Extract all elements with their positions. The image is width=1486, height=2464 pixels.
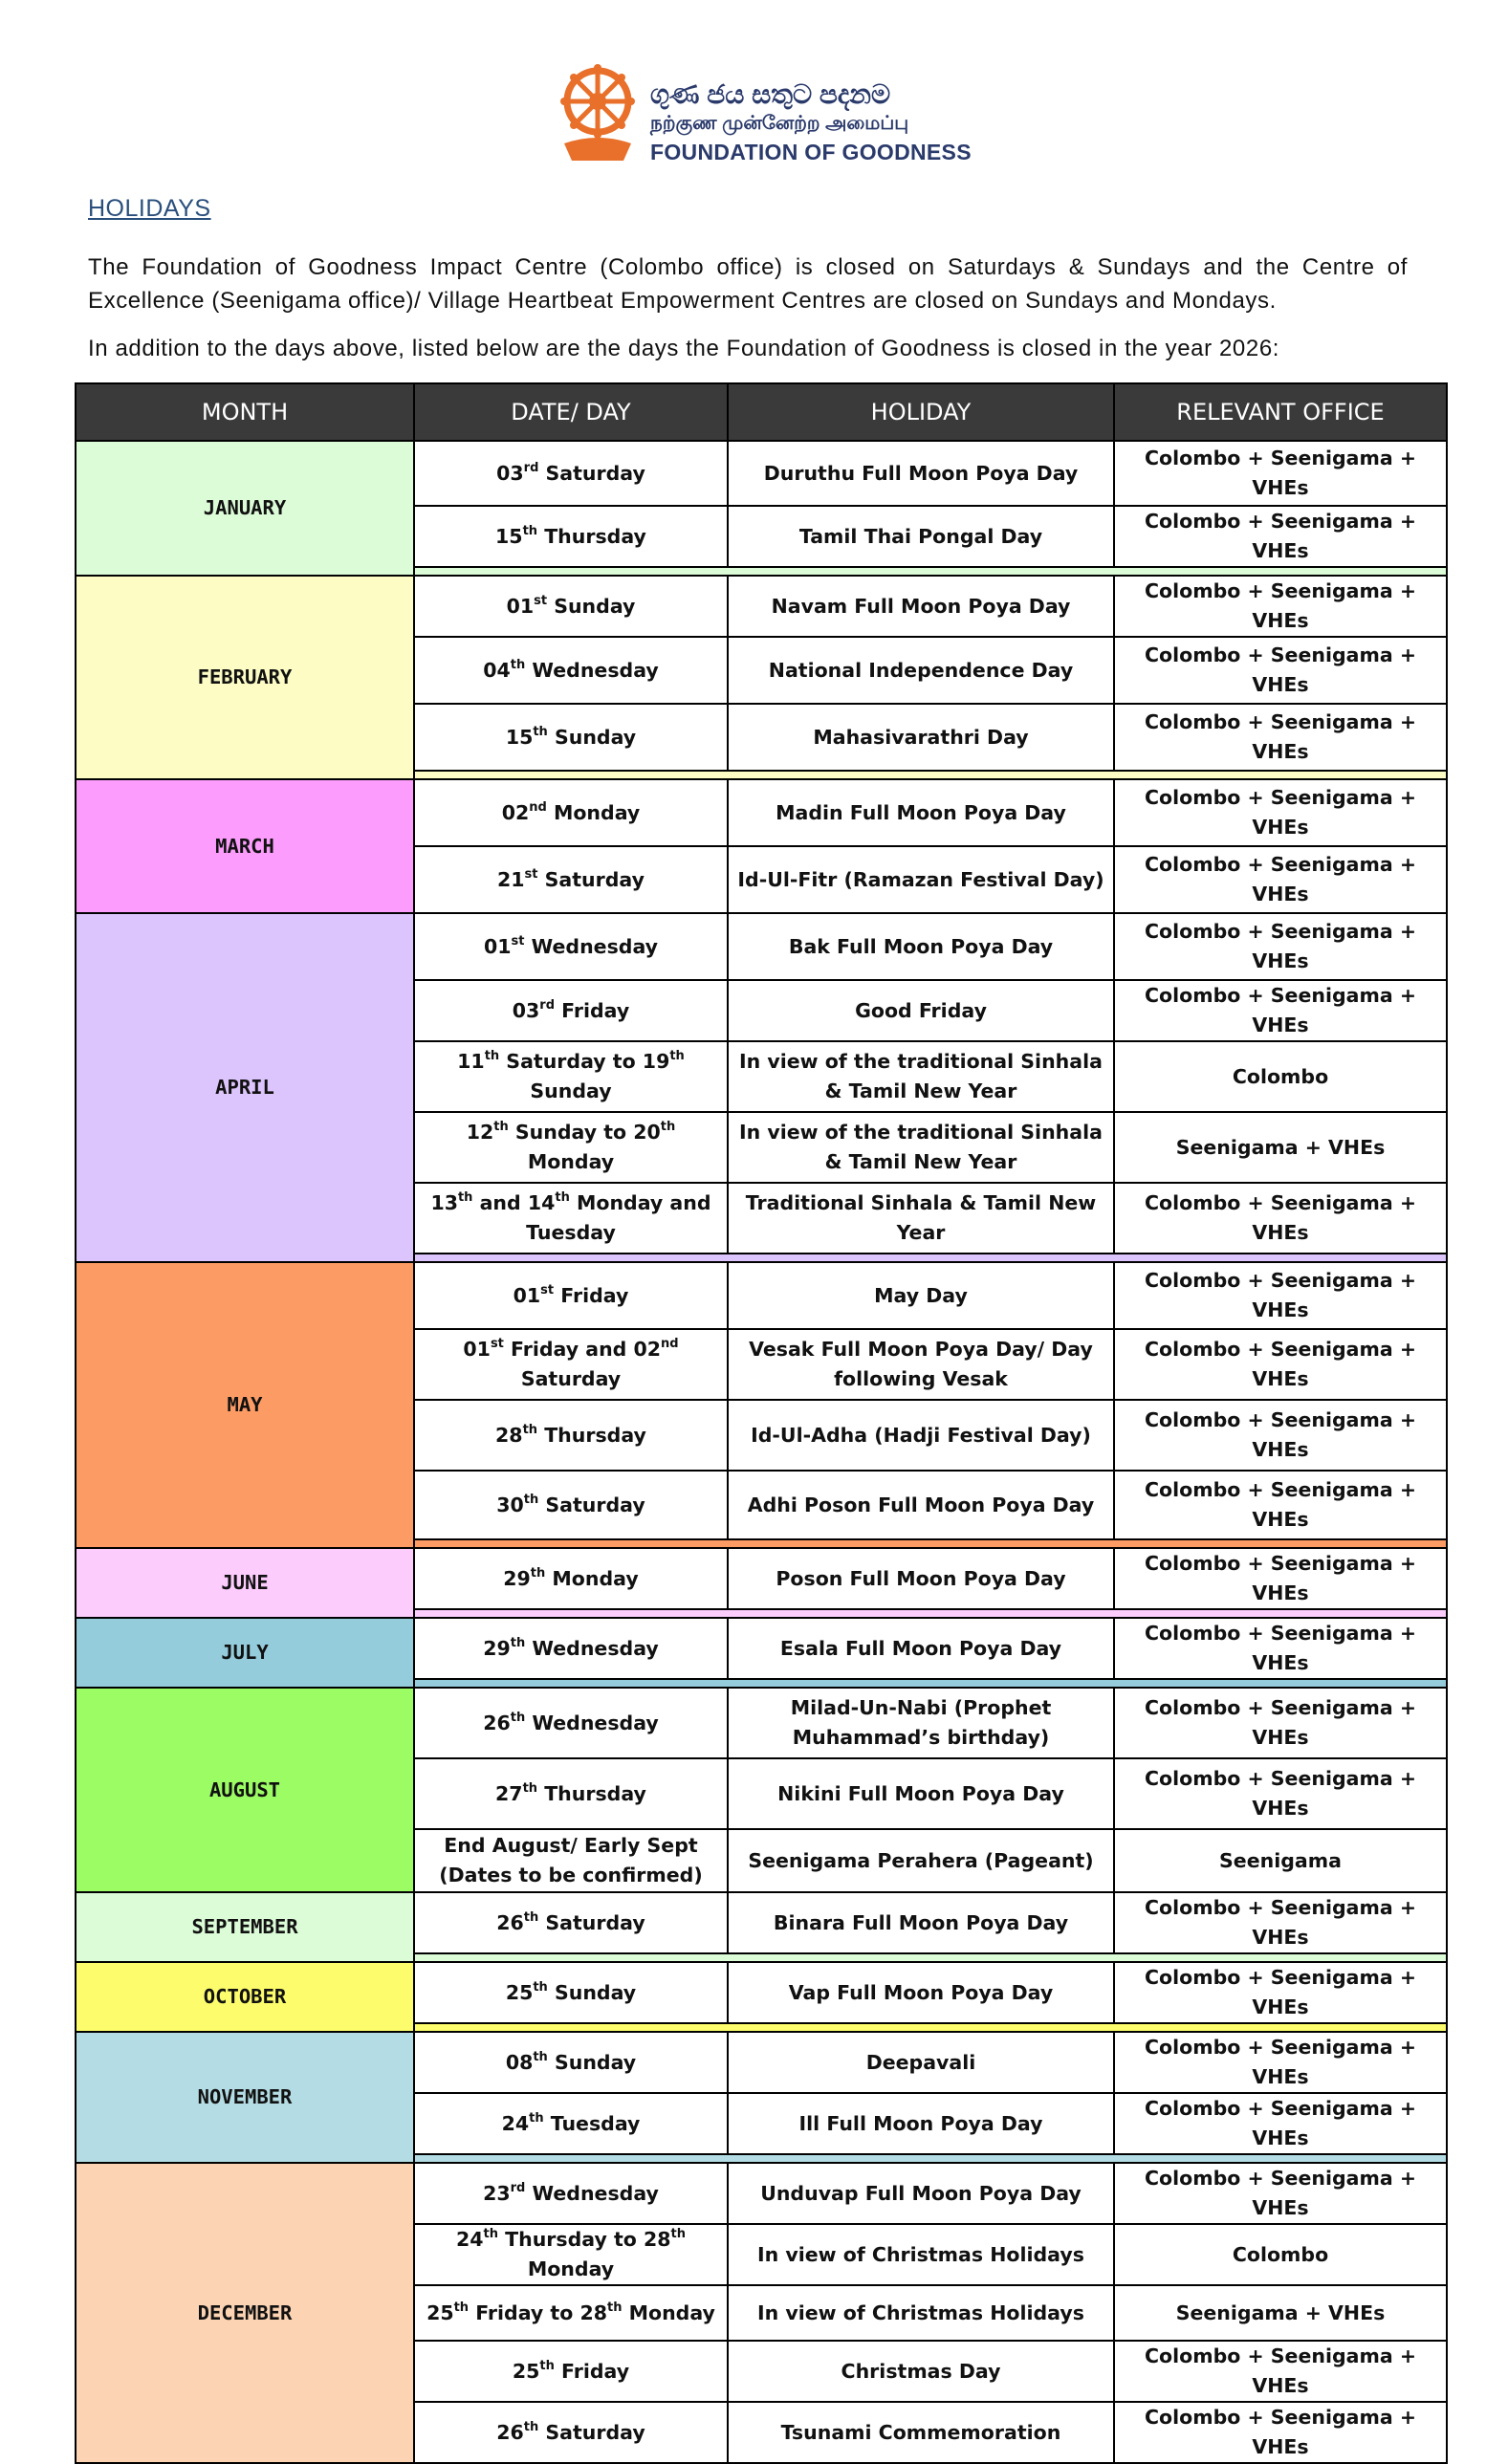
table-row [76,1688,1447,1758]
month-separator [414,1254,1447,1262]
holiday-cell: Seenigama Perahera (Pageant) [728,1829,1114,1892]
month-cell: JANUARY [76,441,414,576]
date-cell: 13th and 14th Monday and Tuesday [414,1183,728,1254]
table-row [76,1618,1447,1679]
office-cell: Colombo + Seenigama + VHEs [1114,1548,1447,1609]
date-cell: 27th Thursday [414,1758,728,1829]
month-separator [414,567,1447,576]
holiday-cell: May Day [728,1262,1114,1329]
office-cell: Colombo + Seenigama + VHEs [1114,1262,1447,1329]
month-cell: APRIL [76,913,414,1262]
month-cell: NOVEMBER [76,2032,414,2163]
month-cell: AUGUST [76,1688,414,1892]
date-cell: End August/ Early Sept (Dates to be confirmed) [414,1829,728,1892]
office-cell: Colombo + Seenigama + VHEs [1114,846,1447,913]
holiday-cell: Milad-Un-Nabi (Prophet Muhammad’s birthday) [728,1688,1114,1758]
month-separator [414,2023,1447,2032]
holiday-cell: Navam Full Moon Poya Day [728,576,1114,637]
date-cell: 23rd Wednesday [414,2163,728,2224]
month-separator [414,771,1447,779]
intro-paragraph: The Foundation of Goodness Impact Centre (Colombo office) is closed on Saturdays & Sundays and the Centre of Excellence (Seenigama office)/ Village Heartbeat Empowerment Centres are closed on Sundays and Mondays. [88,254,1408,314]
holidays-table [75,382,1448,2464]
holiday-cell: Traditional Sinhala & Tamil New Year [728,1183,1114,1254]
office-cell: Colombo + Seenigama + VHEs [1114,1618,1447,1679]
holiday-cell: Tsunami Commemoration [728,2402,1114,2463]
office-cell: Seenigama + VHEs [1114,2285,1447,2341]
date-cell: 03rd Saturday [414,441,728,506]
column-header-holiday: HOLIDAY [728,383,1114,441]
date-cell: 25th Friday [414,2341,728,2402]
office-cell: Colombo + Seenigama + VHEs [1114,2093,1447,2154]
holiday-cell: Nikini Full Moon Poya Day [728,1758,1114,1829]
date-cell: 29th Monday [414,1548,728,1609]
holiday-cell: Binara Full Moon Poya Day [728,1892,1114,1953]
holiday-cell: Poson Full Moon Poya Day [728,1548,1114,1609]
office-cell: Colombo + Seenigama + VHEs [1114,1962,1447,2023]
date-cell: 26th Wednesday [414,1688,728,1758]
date-cell: 24th Tuesday [414,2093,728,2154]
year-note-paragraph: In addition to the days above, listed below are the days the Foundation of Goodness is closed in the year 2026: [88,336,1280,361]
holiday-cell: Deepavali [728,2032,1114,2093]
holiday-cell: In view of the traditional Sinhala & Tamil New Year [728,1112,1114,1183]
office-cell: Seenigama + VHEs [1114,1112,1447,1183]
date-cell: 15th Thursday [414,506,728,567]
office-cell: Colombo + Seenigama + VHEs [1114,1892,1447,1953]
office-cell: Colombo + Seenigama + VHEs [1114,980,1447,1041]
table-row [76,2163,1447,2224]
dharma-wheel-icon [555,63,641,170]
holiday-cell: Esala Full Moon Poya Day [728,1618,1114,1679]
holiday-cell: In view of Christmas Holidays [728,2285,1114,2341]
date-cell: 28th Thursday [414,1400,728,1471]
table-row [76,1548,1447,1609]
date-cell: 30th Saturday [414,1471,728,1539]
office-cell: Colombo + Seenigama + VHEs [1114,637,1447,704]
office-cell: Colombo + Seenigama + VHEs [1114,2032,1447,2093]
table-header-row [76,383,1447,441]
table-row [76,441,1447,506]
date-cell: 01st Friday [414,1262,728,1329]
holiday-cell: Bak Full Moon Poya Day [728,913,1114,980]
logo-tamil-name: நற்குண முன்னேற்ற அமைப்பு [650,113,909,134]
table-body [76,441,1447,2463]
date-cell: 11th Saturday to 19th Sunday [414,1041,728,1112]
date-cell: 12th Sunday to 20th Monday [414,1112,728,1183]
office-cell: Colombo + Seenigama + VHEs [1114,2402,1447,2463]
table-row [76,1962,1447,2023]
holiday-cell: Duruthu Full Moon Poya Day [728,441,1114,506]
date-cell: 25th Sunday [414,1962,728,2023]
office-cell: Colombo + Seenigama + VHEs [1114,704,1447,771]
holiday-cell: Christmas Day [728,2341,1114,2402]
logo-sinhala-name: ගුණ ජය සතුට පදනම [650,79,891,109]
month-separator [414,1953,1447,1962]
holiday-cell: Tamil Thai Pongal Day [728,506,1114,567]
holiday-cell: National Independence Day [728,637,1114,704]
holiday-cell: Unduvap Full Moon Poya Day [728,2163,1114,2224]
month-cell: FEBRUARY [76,576,414,779]
table-row [76,576,1447,637]
office-cell: Colombo + Seenigama + VHEs [1114,913,1447,980]
office-cell: Colombo [1114,2224,1447,2285]
date-cell: 08th Sunday [414,2032,728,2093]
office-cell: Colombo + Seenigama + VHEs [1114,779,1447,846]
holiday-cell: Vap Full Moon Poya Day [728,1962,1114,2023]
office-cell: Colombo + Seenigama + VHEs [1114,2163,1447,2224]
holiday-cell: Madin Full Moon Poya Day [728,779,1114,846]
office-cell: Colombo + Seenigama + VHEs [1114,506,1447,567]
office-cell: Colombo + Seenigama + VHEs [1114,1688,1447,1758]
month-cell: OCTOBER [76,1962,414,2032]
month-cell: SEPTEMBER [76,1892,414,1962]
office-cell: Colombo + Seenigama + VHEs [1114,1400,1447,1471]
date-cell: 01st Friday and 02nd Saturday [414,1329,728,1400]
table-row [76,2032,1447,2093]
date-cell: 02nd Monday [414,779,728,846]
date-cell: 21st Saturday [414,846,728,913]
month-cell: MAY [76,1262,414,1548]
date-cell: 26th Saturday [414,1892,728,1953]
date-cell: 29th Wednesday [414,1618,728,1679]
office-cell: Colombo + Seenigama + VHEs [1114,1471,1447,1539]
date-cell: 15th Sunday [414,704,728,771]
column-header-office: RELEVANT OFFICE [1114,383,1447,441]
date-cell: 24th Thursday to 28th Monday [414,2224,728,2285]
date-cell: 26th Saturday [414,2402,728,2463]
column-header-date: DATE/ DAY [414,383,728,441]
office-cell: Colombo + Seenigama + VHEs [1114,1329,1447,1400]
month-separator [414,1679,1447,1688]
holiday-cell: In view of the traditional Sinhala & Tamil New Year [728,1041,1114,1112]
date-cell: 01st Wednesday [414,913,728,980]
holiday-cell: Good Friday [728,980,1114,1041]
table-row [76,913,1447,980]
table-row [76,1892,1447,1953]
office-cell: Colombo + Seenigama + VHEs [1114,1183,1447,1254]
logo-english-name: FOUNDATION OF GOODNESS [650,140,972,164]
month-cell: MARCH [76,779,414,913]
column-header-month: MONTH [76,383,414,441]
date-cell: 01st Sunday [414,576,728,637]
table-row [76,779,1447,846]
holiday-cell: Mahasivarathri Day [728,704,1114,771]
holiday-cell: Ill Full Moon Poya Day [728,2093,1114,2154]
table-row [76,1262,1447,1329]
office-cell: Colombo + Seenigama + VHEs [1114,2341,1447,2402]
month-cell: JUNE [76,1548,414,1618]
holiday-cell: Vesak Full Moon Poya Day/ Day following Vesak [728,1329,1114,1400]
holiday-cell: In view of Christmas Holidays [728,2224,1114,2285]
page-title: HOLIDAYS [88,195,211,222]
date-cell: 04th Wednesday [414,637,728,704]
month-separator [414,2154,1447,2163]
office-cell: Colombo [1114,1041,1447,1112]
date-cell: 25th Friday to 28th Monday [414,2285,728,2341]
holiday-cell: Id-Ul-Fitr (Ramazan Festival Day) [728,846,1114,913]
holiday-cell: Id-Ul-Adha (Hadji Festival Day) [728,1400,1114,1471]
office-cell: Colombo + Seenigama + VHEs [1114,441,1447,506]
office-cell: Seenigama [1114,1829,1447,1892]
month-cell: DECEMBER [76,2163,414,2463]
month-cell: JULY [76,1618,414,1688]
office-cell: Colombo + Seenigama + VHEs [1114,1758,1447,1829]
month-separator [414,1609,1447,1618]
month-separator [414,1539,1447,1548]
office-cell: Colombo + Seenigama + VHEs [1114,576,1447,637]
logo [555,59,972,174]
holiday-cell: Adhi Poson Full Moon Poya Day [728,1471,1114,1539]
date-cell: 03rd Friday [414,980,728,1041]
